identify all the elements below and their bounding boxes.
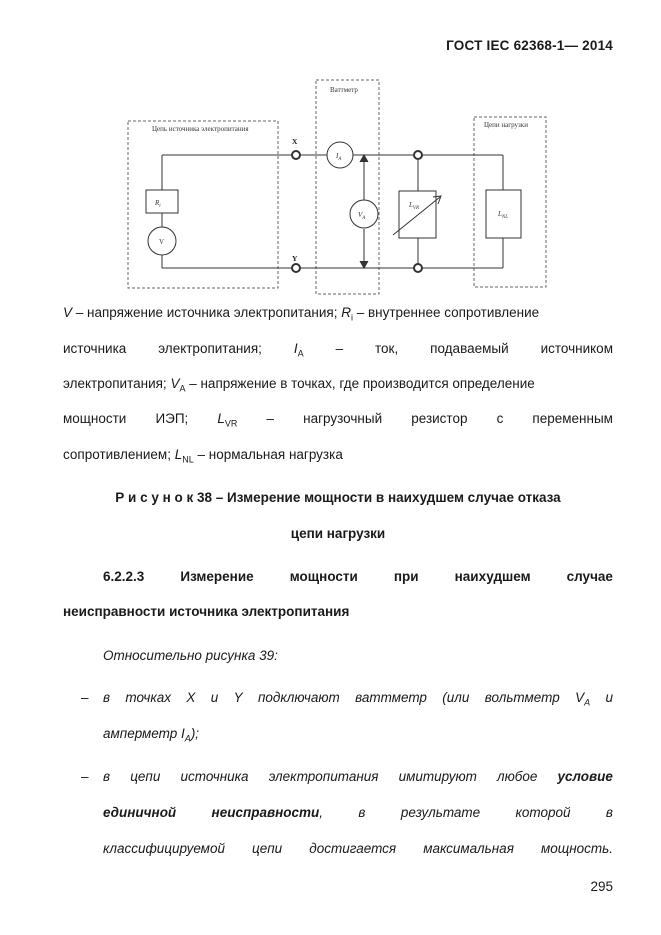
legend-line-5: сопротивлением; $L_{NL}$ – нормальная нагрузка [63, 447, 343, 465]
svg-text:LNL: $L_{NL}$ [498, 210, 509, 220]
document-header: ГОСТ IEC 62368-1— 2014 [446, 38, 613, 53]
bullet-2-line-1: в цепи источника электропитания имитируют любое условие [103, 769, 613, 784]
normal-load [486, 190, 521, 238]
bullet-dash-1: – [81, 690, 89, 705]
svg-text:Ri: $R_i$ [155, 199, 161, 209]
ammeter [327, 142, 353, 168]
intro-text: Относительно рисунка 39: [103, 648, 278, 663]
ri-resistor [146, 190, 178, 213]
variable-resistor [399, 191, 436, 238]
svg-text:V: V [159, 238, 165, 246]
circuit-diagram [0, 0, 661, 300]
bullet-1-line-1: в точках X и Y подключают ваттметр (или вольтметр $V_A$ и [103, 690, 613, 708]
wattmeter-box [316, 80, 379, 294]
svg-text:VA: $V_A$ [358, 211, 366, 221]
figure-caption: Р и с у н о к 38 – Измерение мощности в наихудшем случае отказа [115, 490, 561, 505]
load-circuit-box [474, 117, 546, 287]
page-number: 295 [590, 879, 613, 894]
voltmeter [350, 200, 378, 228]
bullet-2-line-3: классифицируемой цепи достигается максимальная мощность. [103, 841, 613, 856]
bullet-dash-2: – [81, 769, 89, 784]
section-heading-line-2: неисправности источника электропитания [63, 604, 350, 619]
legend-line-4: мощности ИЭП; $L_{VR}$ – нагрузочный резистор с переменным [63, 411, 613, 429]
source-circuit-label: Цепь источника электропитания [152, 125, 249, 133]
legend-line-1: V – напряжение источника электропитания; $R_i$ – внутреннее сопротивление [63, 305, 540, 323]
svg-text:IA: $I_A$ [336, 152, 342, 162]
legend-line-3: электропитания; $V_A$ – напряжение в точках, где производится определение [63, 376, 535, 394]
bullet-2-line-2: единичной неисправности, в результате которой в [103, 805, 613, 820]
source-circuit-box [128, 121, 278, 288]
bullet-1-line-2: амперметр $I_A$); [103, 726, 200, 744]
svg-text:LVR: $L_{VR}$ [409, 201, 420, 211]
load-circuit-label: Цепи нагрузки [484, 121, 528, 129]
wattmeter-label: Ваттметр [330, 86, 358, 94]
node-y-label: Y [292, 254, 298, 263]
figure-caption-line-2: цепи нагрузки [290, 526, 386, 541]
section-heading: 6.2.2.3 Измерение мощности при наихудшем случае [103, 569, 613, 584]
node-x-label: X [292, 137, 298, 146]
legend-line-2: источника электропитания; $I_A$ – ток, подаваемый источником [63, 341, 613, 359]
